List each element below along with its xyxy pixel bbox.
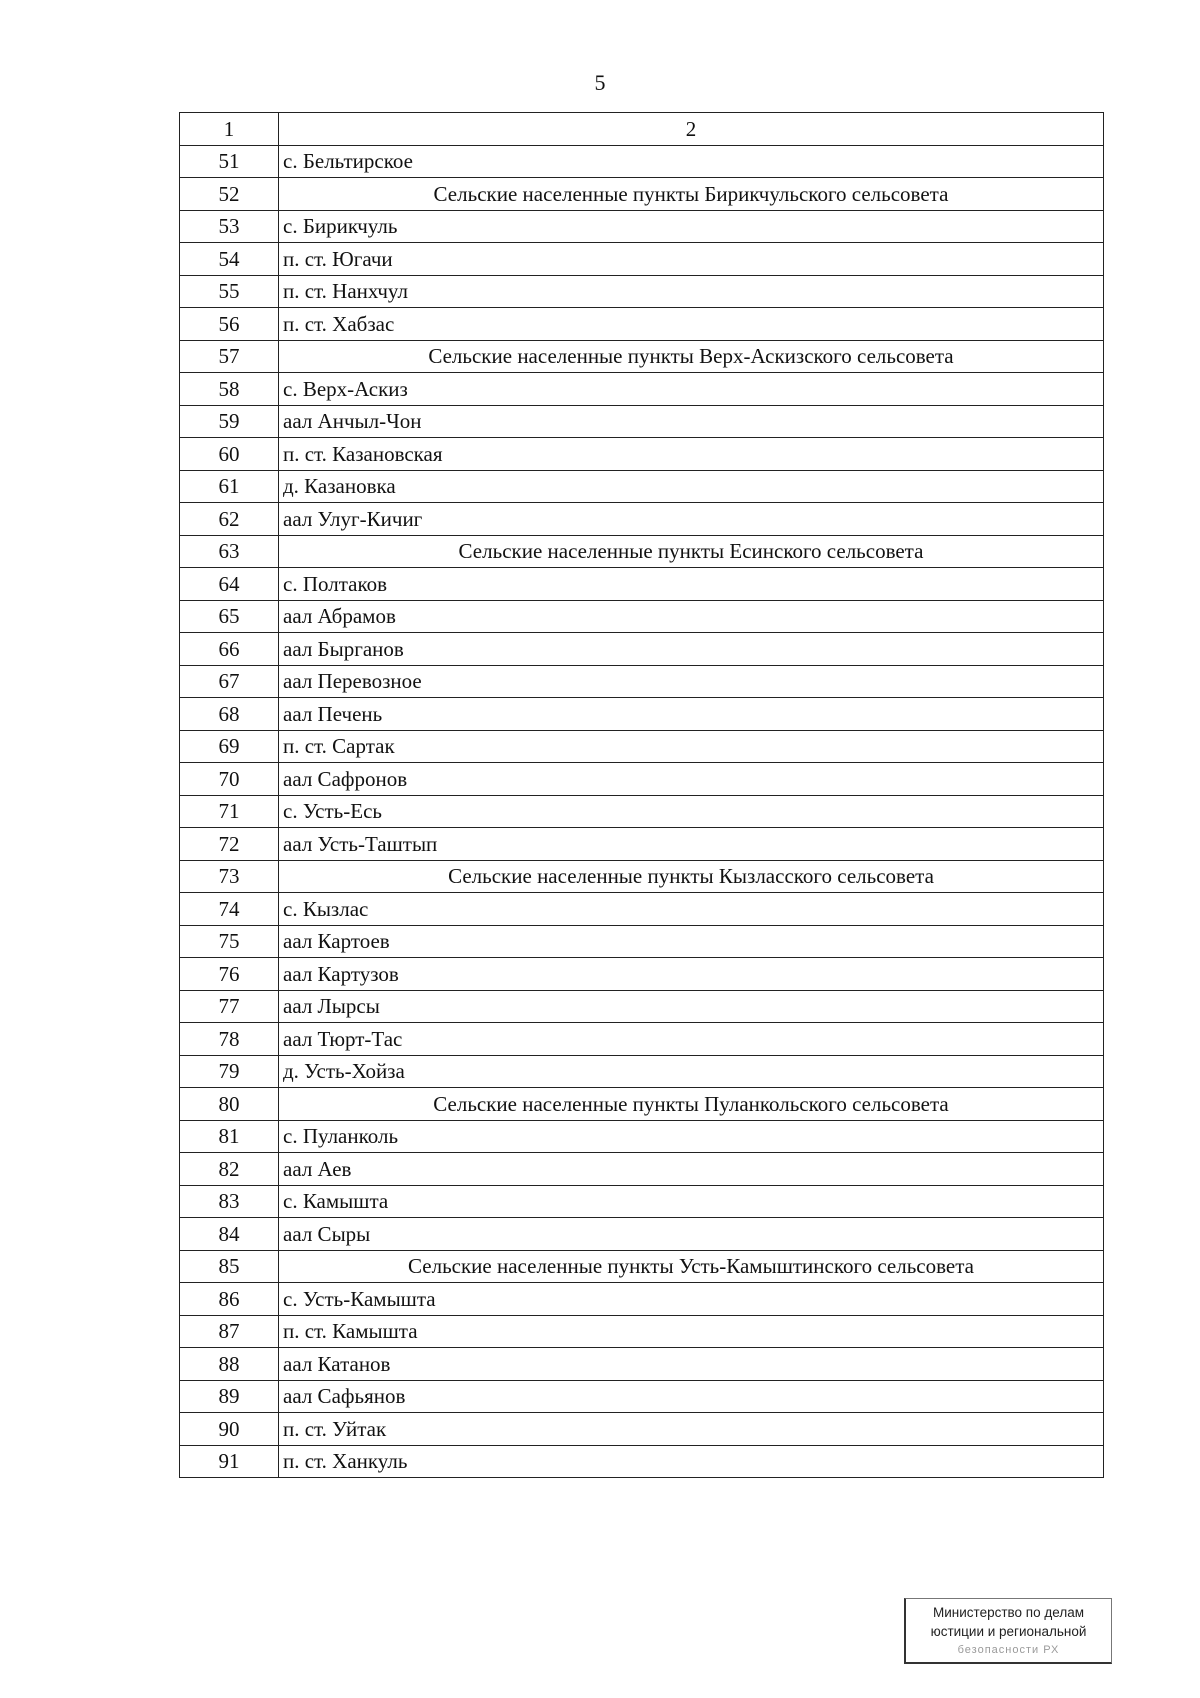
settlement-name: аал Печень (279, 698, 1104, 731)
settlement-name: с. Усть-Камышта (279, 1283, 1104, 1316)
settlement-name: с. Бельтирское (279, 145, 1104, 178)
settlement-name: аал Улуг-Кичиг (279, 503, 1104, 536)
settlement-name: с. Полтаков (279, 568, 1104, 601)
column-header-name: 2 (279, 113, 1104, 146)
table-row (180, 698, 1104, 731)
table-row (180, 893, 1104, 926)
table-row (180, 1283, 1104, 1316)
table-row (180, 1120, 1104, 1153)
settlement-name: аал Аев (279, 1153, 1104, 1186)
table-row (180, 1315, 1104, 1348)
table-row (180, 1055, 1104, 1088)
table-row (180, 828, 1104, 861)
settlement-name: с. Кызлас (279, 893, 1104, 926)
row-number: 72 (180, 828, 279, 861)
settlement-name: аал Картоев (279, 925, 1104, 958)
section-title: Сельские населенные пункты Пуланкольского сельсовета (279, 1088, 1104, 1121)
section-header-row (180, 1250, 1104, 1283)
settlement-name: аал Сыры (279, 1218, 1104, 1251)
row-number: 91 (180, 1445, 279, 1478)
settlement-name: аал Катанов (279, 1348, 1104, 1381)
stamp-line-2: юстиции и региональной (930, 1624, 1087, 1639)
table-row (180, 1380, 1104, 1413)
settlement-name: д. Усть-Хойза (279, 1055, 1104, 1088)
settlement-name: п. ст. Казановская (279, 438, 1104, 471)
table-row (180, 1185, 1104, 1218)
settlements-table (179, 112, 1104, 1478)
row-number: 73 (180, 860, 279, 893)
table-row (180, 990, 1104, 1023)
row-number: 71 (180, 795, 279, 828)
settlement-name: п. ст. Уйтак (279, 1413, 1104, 1446)
section-header-row (180, 1088, 1104, 1121)
table-row (180, 210, 1104, 243)
table-row (180, 275, 1104, 308)
row-number: 78 (180, 1023, 279, 1056)
section-title: Сельские населенные пункты Кызласского сельсовета (279, 860, 1104, 893)
row-number: 77 (180, 990, 279, 1023)
settlement-name: д. Казановка (279, 470, 1104, 503)
row-number: 70 (180, 763, 279, 796)
table-body (180, 145, 1104, 1478)
table-row (180, 1153, 1104, 1186)
settlement-name: п. ст. Югачи (279, 243, 1104, 276)
section-title: Сельские населенные пункты Бирикчульского сельсовета (279, 178, 1104, 211)
row-number: 53 (180, 210, 279, 243)
settlement-name: п. ст. Камышта (279, 1315, 1104, 1348)
settlement-name: с. Верх-Аскиз (279, 373, 1104, 406)
table-row (180, 795, 1104, 828)
settlement-name: аал Анчыл-Чон (279, 405, 1104, 438)
row-number: 60 (180, 438, 279, 471)
row-number: 87 (180, 1315, 279, 1348)
table-row (180, 763, 1104, 796)
table-row (180, 1218, 1104, 1251)
table-row (180, 243, 1104, 276)
row-number: 51 (180, 145, 279, 178)
table-row (180, 308, 1104, 341)
row-number: 85 (180, 1250, 279, 1283)
table-row (180, 600, 1104, 633)
row-number: 62 (180, 503, 279, 536)
table-row (180, 470, 1104, 503)
row-number: 54 (180, 243, 279, 276)
row-number: 66 (180, 633, 279, 666)
settlement-name: аал Усть-Таштып (279, 828, 1104, 861)
table-row (180, 145, 1104, 178)
section-header-row (180, 860, 1104, 893)
row-number: 76 (180, 958, 279, 991)
table-row (180, 1445, 1104, 1478)
row-number: 68 (180, 698, 279, 731)
table-row (180, 958, 1104, 991)
settlement-name: п. ст. Хабзас (279, 308, 1104, 341)
settlement-name: с. Бирикчуль (279, 210, 1104, 243)
row-number: 90 (180, 1413, 279, 1446)
row-number: 75 (180, 925, 279, 958)
row-number: 81 (180, 1120, 279, 1153)
table-row (180, 373, 1104, 406)
row-number: 83 (180, 1185, 279, 1218)
settlement-name: с. Камышта (279, 1185, 1104, 1218)
settlement-name: п. ст. Ханкуль (279, 1445, 1104, 1478)
row-number: 63 (180, 535, 279, 568)
section-title: Сельские населенные пункты Верх-Аскизского сельсовета (279, 340, 1104, 373)
row-number: 74 (180, 893, 279, 926)
settlement-name: аал Сафронов (279, 763, 1104, 796)
row-number: 82 (180, 1153, 279, 1186)
row-number: 59 (180, 405, 279, 438)
settlement-name: п. ст. Нанхчул (279, 275, 1104, 308)
row-number: 58 (180, 373, 279, 406)
table-row (180, 665, 1104, 698)
settlement-name: аал Перевозное (279, 665, 1104, 698)
settlement-name: аал Абрамов (279, 600, 1104, 633)
section-header-row (180, 178, 1104, 211)
table-row (180, 1348, 1104, 1381)
table-row (180, 1413, 1104, 1446)
table-row (180, 925, 1104, 958)
row-number: 88 (180, 1348, 279, 1381)
table-header-row (180, 113, 1104, 146)
table-row (180, 633, 1104, 666)
settlement-name: аал Тюрт-Тас (279, 1023, 1104, 1056)
row-number: 69 (180, 730, 279, 763)
section-header-row (180, 340, 1104, 373)
ministry-stamp (904, 1598, 1112, 1664)
table-row (180, 730, 1104, 763)
settlement-name: аал Бырганов (279, 633, 1104, 666)
settlement-name: с. Пуланколь (279, 1120, 1104, 1153)
column-header-number: 1 (180, 113, 279, 146)
row-number: 80 (180, 1088, 279, 1121)
settlement-name: п. ст. Сартак (279, 730, 1104, 763)
settlement-name: аал Сафьянов (279, 1380, 1104, 1413)
row-number: 52 (180, 178, 279, 211)
row-number: 61 (180, 470, 279, 503)
settlement-name: аал Картузов (279, 958, 1104, 991)
stamp-line-3: безопасности РХ (957, 1644, 1060, 1656)
table-row (180, 405, 1104, 438)
row-number: 89 (180, 1380, 279, 1413)
row-number: 64 (180, 568, 279, 601)
row-number: 79 (180, 1055, 279, 1088)
table-row (180, 568, 1104, 601)
row-number: 86 (180, 1283, 279, 1316)
section-header-row (180, 535, 1104, 568)
table-row (180, 503, 1104, 536)
stamp-line-1: Министерство по делам (933, 1605, 1084, 1620)
settlement-name: с. Усть-Есь (279, 795, 1104, 828)
table-row (180, 438, 1104, 471)
section-title: Сельские населенные пункты Усть-Камыштинского сельсовета (279, 1250, 1104, 1283)
page-number: 5 (594, 70, 606, 95)
table-row (180, 1023, 1104, 1056)
row-number: 84 (180, 1218, 279, 1251)
row-number: 55 (180, 275, 279, 308)
row-number: 65 (180, 600, 279, 633)
section-title: Сельские населенные пункты Есинского сельсовета (279, 535, 1104, 568)
row-number: 57 (180, 340, 279, 373)
row-number: 56 (180, 308, 279, 341)
settlement-name: аал Лырсы (279, 990, 1104, 1023)
row-number: 67 (180, 665, 279, 698)
